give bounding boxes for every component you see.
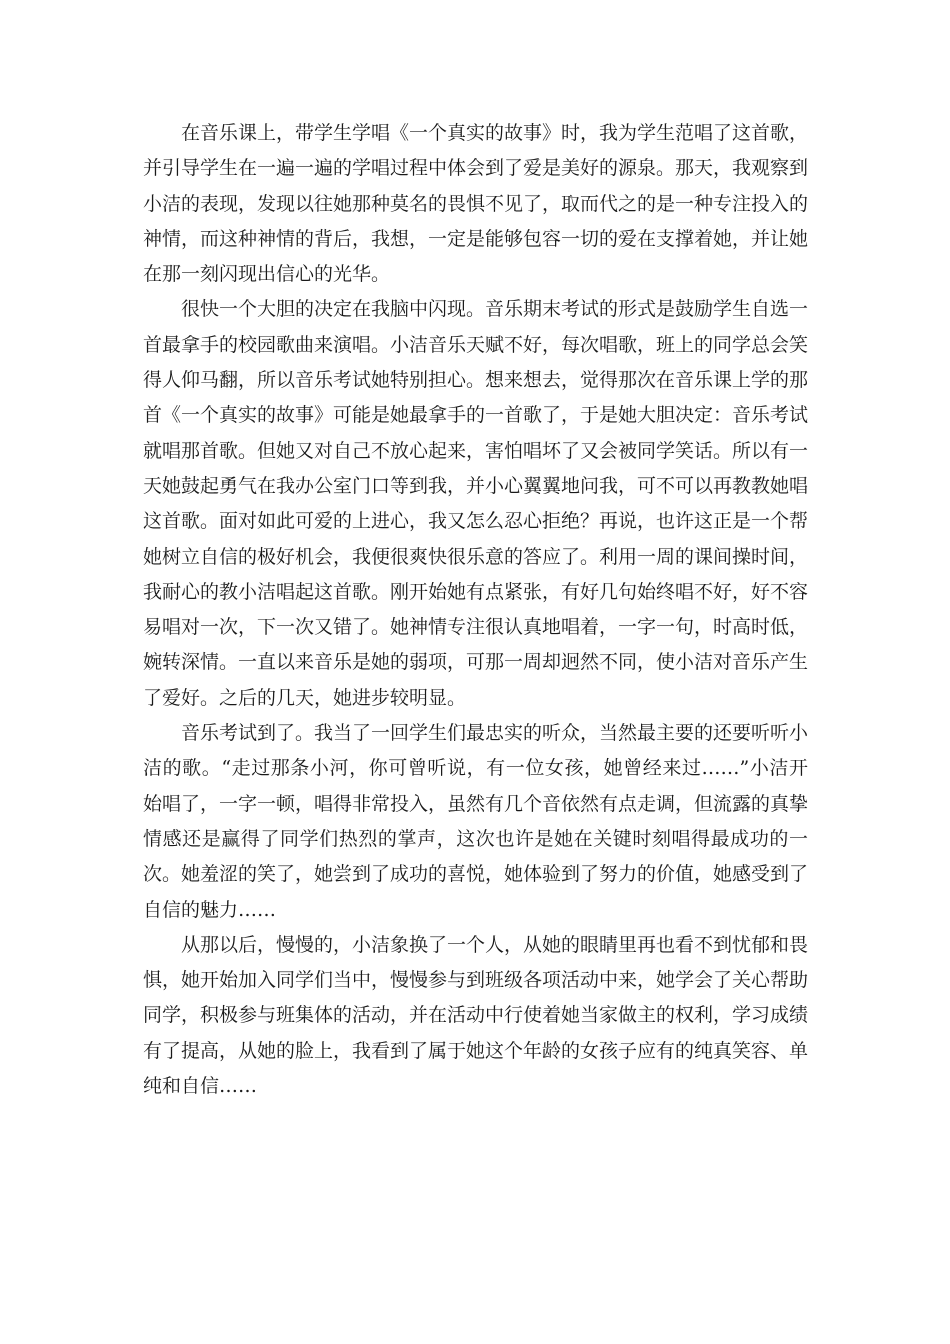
paragraph-1: 在音乐课上，带学生学唱《一个真实的故事》时，我为学生范唱了这首歌，并引导学生在一遍一遍的学唱过程中体会到了爱是美好的源泉。那天，我观察到小洁的表现，发现以往她那种莫名的畏惧不见了，取而代之的是一种专注投入的神情，而这种神情的背后，我想，一定是能够包容一切的爱在支撑着她，并让她在那一刻闪现出信心的光华。 (143, 122, 809, 286)
paragraph-3: 音乐考试到了。我当了一回学生们最忠实的听众，当然最主要的还要听听小洁的歌。“走过那条小河，你可曾听说，有一位女孩，她曾经来过……”小洁开始唱了，一字一顿，唱得非常投入，虽然有几个音依然有点走调，但流露的真挚情感还是赢得了同学们热烈的掌声，这次也许是她在关键时刻唱得最成功的一次。她羞涩的笑了，她尝到了成功的喜悦，她体验到了努力的价值，她感受到了自信的魅力…… (143, 722, 809, 921)
document-body (143, 116, 808, 1104)
paragraph-2: 很快一个大胆的决定在我脑中闪现。音乐期末考试的形式是鼓励学生自选一首最拿手的校园歌曲来演唱。小洁音乐天赋不好，每次唱歌，班上的同学总会笑得人仰马翻，所以音乐考试她特别担心。想来想去，觉得那次在音乐课上学的那首《一个真实的故事》可能是她最拿手的一首歌了，于是她大胆决定：音乐考试就唱那首歌。但她又对自己不放心起来，害怕唱坏了又会被同学笑话。所以有一天她鼓起勇气在我办公室门口等到我，并小心翼翼地问我，可不可以再教教她唱这首歌。面对如此可爱的上进心，我又怎么忍心拒绝？再说，也许这正是一个帮她树立自信的极好机会，我便很爽快很乐意的答应了。利用一周的课间操时间，我耐心的教小洁唱起这首歌。刚开始她有点紧张，有好几句始终唱不好，好不容易唱对一次，下一次又错了。她神情专注很认真地唱着，一字一句，时高时低，婉转深情。一直以来音乐是她的弱项，可那一周却迥然不同，使小洁对音乐产生了爱好。之后的几天，她进步较明显。 (143, 298, 809, 709)
paragraph-4: 从那以后，慢慢的，小洁象换了一个人，从她的眼睛里再也看不到忧郁和畏惧，她开始加入同学们当中，慢慢参与到班级各项活动中来，她学会了关心帮助同学，积极参与班集体的活动，并在活动中行使着她当家做主的权利，学习成绩有了提高，从她的脸上，我看到了属于她这个年龄的女孩子应有的纯真笑容、单纯和自信…… (143, 933, 809, 1098)
